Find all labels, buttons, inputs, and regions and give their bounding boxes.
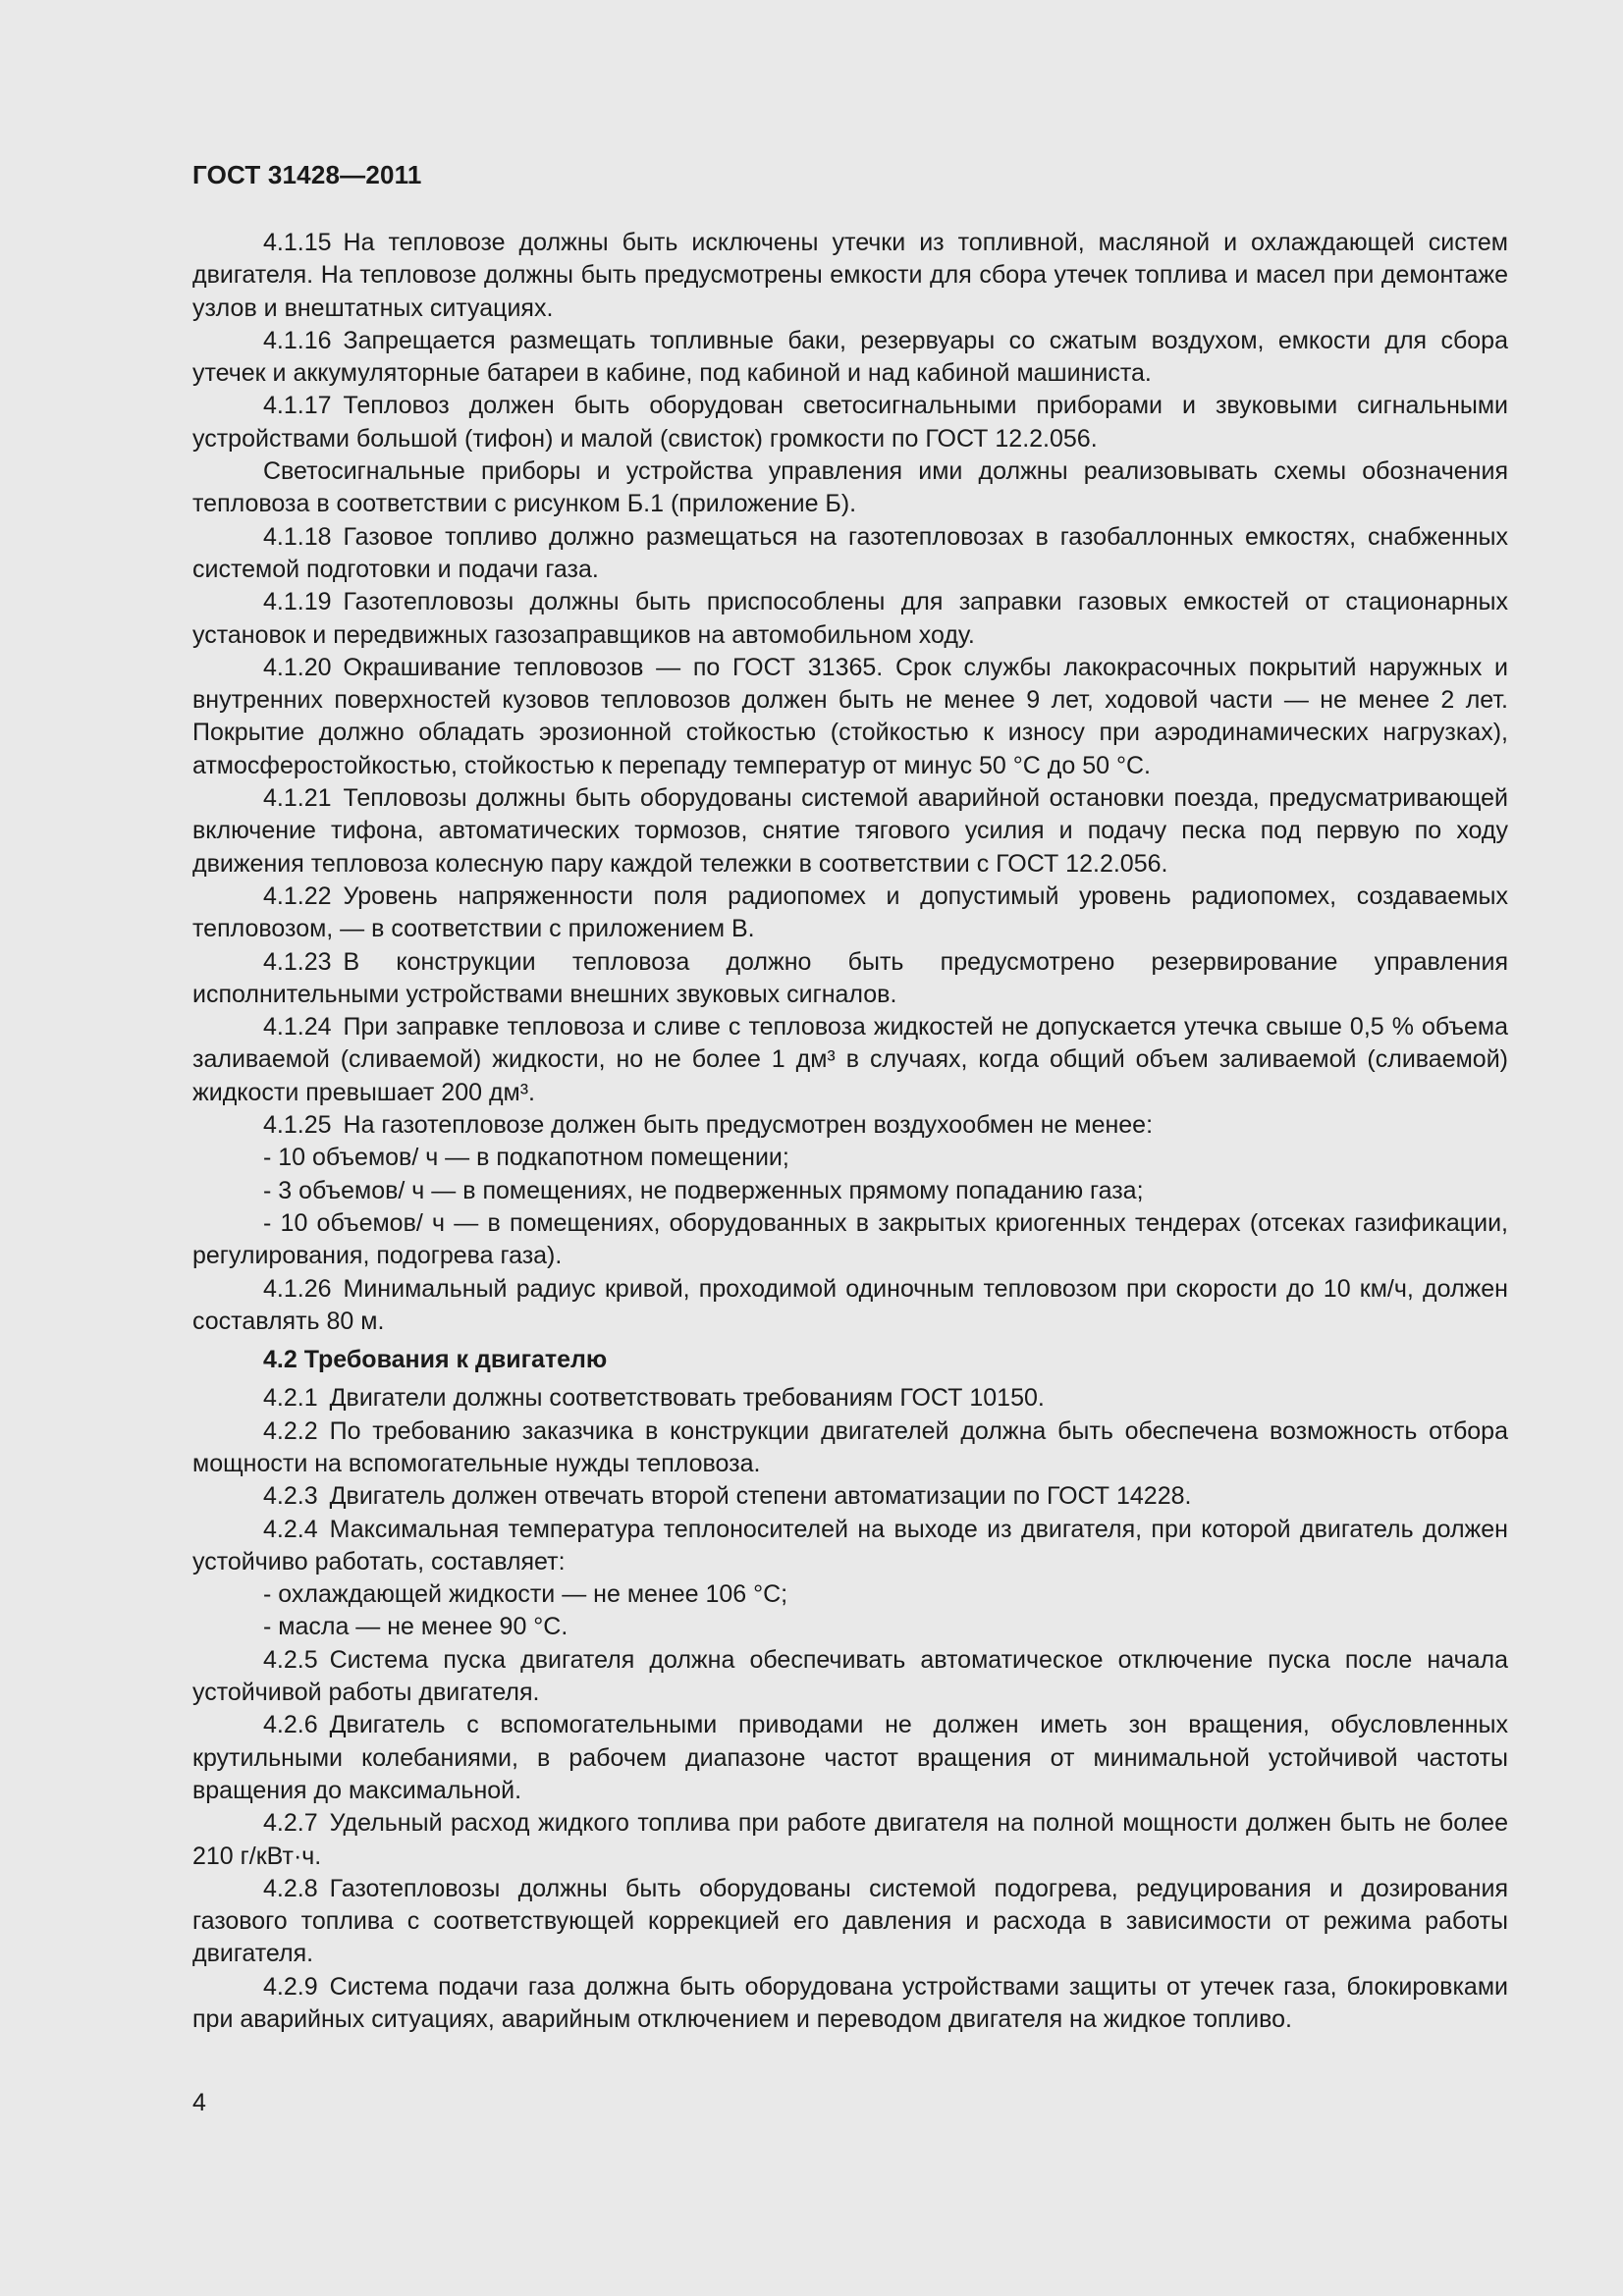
paragraph-4-2-4 — [192, 1514, 1508, 1579]
paragraph-4-1-17-cont — [192, 455, 1508, 521]
clause-number: 4.1.15 — [263, 229, 332, 256]
clause-number: 4.1.16 — [263, 326, 332, 354]
clause-text: Двигатель с вспомогательными приводами не должен иметь зон вращения, обусловленных крутильными колебаниями, в рабочем диапазоне частот вращения от минимальной устойчивой частоты вращения до максимальной. — [192, 1711, 1508, 1804]
paragraph-4-1-19 — [192, 586, 1508, 652]
clause-number: 4.2.9 — [263, 1972, 318, 2001]
clause-text: Двигатели должны соответствовать требованиям ГОСТ 10150. — [329, 1384, 1045, 1413]
clause-number: 4.1.21 — [263, 784, 332, 813]
paragraph-4-1-21 — [192, 782, 1508, 881]
clause-number: 4.2.4 — [263, 1515, 318, 1543]
paragraph-4-1-20 — [192, 652, 1508, 782]
list-item: - 10 объемов/ ч — в помещениях, оборудованных в закрытых криогенных тендерах (отсеках газификации, регулирования, подогрева газа). — [192, 1208, 1508, 1270]
paragraph-4-1-24 — [192, 1011, 1508, 1109]
clause-number: 4.1.17 — [263, 392, 332, 420]
clause-text: В конструкции тепловоза должно быть предусмотрено резервирование управления исполнительными устройствами внешних звуковых сигналов. — [192, 947, 1508, 1008]
list-item: - охлаждающей жидкости — не менее 106 °С; — [263, 1580, 788, 1609]
clause-number: 4.2.3 — [263, 1482, 318, 1511]
list-item: - масла — не менее 90 °С. — [263, 1613, 568, 1641]
paragraph-4-2-7 — [192, 1807, 1508, 1873]
paragraph-4-1-17 — [192, 390, 1508, 455]
clause-text: При заправке тепловоза и сливе с тепловоза жидкостей не допускается утечка свыше 0,5 % объема заливаемой (сливаемой) жидкости, но не более 1 дм³ в случаях, когда общий объем заливаемой (сливаемой) жидкости превышает 200 дм³. — [192, 1013, 1508, 1106]
clause-number: 4.1.22 — [263, 881, 332, 910]
clause-number: 4.1.23 — [263, 947, 332, 976]
section-heading: 4.2 Требования к двигателю — [263, 1346, 608, 1374]
document-header: ГОСТ 31428—2011 — [192, 160, 422, 189]
clause-text: Окрашивание тепловозов — по ГОСТ 31365. Срок службы лакокрасочных покрытий наружных и внутренних поверхностей кузовов тепловозов должен быть не менее 9 лет, ходовой части — не менее 2 лет. Покрытие должно обладать эрозионной стойкостью (стойкостью к износу при аэродинамических нагрузках), атмосферостойкостью, стойкостью к перепаду температур от минус 50 °С до 50 °С. — [192, 653, 1508, 779]
clause-text: Максимальная температура теплоносителей на выходе из двигателя, при которой двигатель должен устойчиво работать, составляет: — [192, 1515, 1508, 1575]
clause-text: На газотепловозе должен быть предусмотрен воздухообмен не менее: — [343, 1111, 1154, 1140]
paragraph-4-1-15 — [192, 227, 1508, 325]
list-item: - 3 объемов/ ч — в помещениях, не подверженных прямому попаданию газа; — [263, 1176, 1144, 1204]
clause-number: 4.1.24 — [263, 1013, 332, 1041]
clause-number: 4.1.18 — [263, 522, 332, 551]
clause-text: Система подачи газа должна быть оборудована устройствами защиты от утечек газа, блокировками при аварийных ситуациях, аварийным отключением и переводом двигателя на жидкое топливо. — [192, 1972, 1508, 2034]
clause-number: 4.1.26 — [263, 1274, 332, 1303]
clause-number: 4.2.7 — [263, 1809, 318, 1838]
clause-text: Двигатель должен отвечать второй степени автоматизации по ГОСТ 14228. — [329, 1482, 1192, 1511]
clause-text: Удельный расход жидкого топлива при работе двигателя на полной мощности должен быть не более 210 г/кВт·ч. — [192, 1809, 1508, 1870]
clause-text: Газотепловозы должны быть приспособлены для заправки газовых емкостей от стационарных установок и передвижных газозаправщиков на автомобильном ходу. — [192, 588, 1508, 649]
clause-number: 4.2.2 — [263, 1416, 318, 1445]
paragraph-4-2-5 — [192, 1644, 1508, 1710]
clause-number: 4.2.1 — [263, 1384, 318, 1413]
clause-text: Минимальный радиус кривой, проходимой одиночным тепловозом при скорости до 10 км/ч, должен составлять 80 м. — [192, 1274, 1508, 1335]
clause-text: Система пуска двигателя должна обеспечивать автоматическое отключение пуска после начала устойчивой работы двигателя. — [192, 1645, 1508, 1707]
clause-number: 4.2.5 — [263, 1645, 318, 1674]
clause-text: Уровень напряженности поля радиопомех и допустимый уровень радиопомех, создаваемых тепловозом, — в соответствии с приложением В. — [192, 881, 1508, 943]
clause-text: Светосигнальные приборы и устройства управления ими должны реализовывать схемы обозначения тепловоза в соответствии с рисунком Б.1 (приложение Б). — [192, 457, 1508, 518]
clause-number: 4.1.25 — [263, 1111, 332, 1140]
list-item: - 10 объемов/ ч — в подкапотном помещении; — [263, 1144, 789, 1172]
clause-text: Газотепловозы должны быть оборудованы системой подогрева, редуцирования и дозирования газового топлива с соответствующей коррекцией его давления и расхода в зависимости от режима работы двигателя. — [192, 1874, 1508, 1968]
paragraph-4-1-23 — [192, 946, 1508, 1012]
paragraph-4-2-1 — [192, 1382, 1508, 1415]
document-body — [192, 227, 1508, 2036]
paragraph-4-1-22 — [192, 881, 1508, 946]
paragraph-4-2-3 — [192, 1480, 1508, 1513]
paragraph-4-1-26 — [192, 1273, 1508, 1339]
paragraph-4-1-16 — [192, 325, 1508, 391]
paragraph-4-2-8 — [192, 1873, 1508, 1971]
clause-text: Тепловоз должен быть оборудован светосигнальными приборами и звуковыми сигнальными устройствами большой (тифон) и малой (свисток) громкости по ГОСТ 12.2.056. — [192, 392, 1508, 453]
paragraph-4-1-25 — [192, 1109, 1508, 1142]
paragraph-4-1-18 — [192, 521, 1508, 587]
clause-number: 4.2.8 — [263, 1874, 318, 1902]
clause-text: Тепловозы должны быть оборудованы системой аварийной остановки поезда, предусматривающей включение тифона, автоматических тормозов, снятие тягового усилия и подачу песка под первую по ходу движения тепловоза колесную пару каждой тележки в соответствии с ГОСТ 12.2.056. — [192, 784, 1508, 878]
clause-text: По требованию заказчика в конструкции двигателей должна быть обеспечена возможность отбора мощности на вспомогательные нужды тепловоза. — [192, 1416, 1508, 1477]
paragraph-4-2-6 — [192, 1709, 1508, 1807]
clause-text: На тепловозе должны быть исключены утечки из топливной, масляной и охлаждающей систем двигателя. На тепловозе должны быть предусмотрены емкости для сбора утечек топлива и масел при демонтаже узлов и внештатных ситуациях. — [192, 229, 1508, 322]
clause-number: 4.1.20 — [263, 653, 332, 681]
clause-number: 4.1.19 — [263, 588, 332, 616]
clause-text: Запрещается размещать топливные баки, резервуары со сжатым воздухом, емкости для сбора утечек и аккумуляторные батареи в кабине, под кабиной и над кабиной машиниста. — [192, 326, 1508, 388]
clause-number: 4.2.6 — [263, 1711, 318, 1739]
paragraph-4-2-2 — [192, 1415, 1508, 1481]
page-number: 4 — [192, 2089, 206, 2116]
clause-text: Газовое топливо должно размещаться на газотепловозах в газобаллонных емкостях, снабженных системой подготовки и подачи газа. — [192, 522, 1508, 583]
paragraph-4-2-9 — [192, 1971, 1508, 2037]
